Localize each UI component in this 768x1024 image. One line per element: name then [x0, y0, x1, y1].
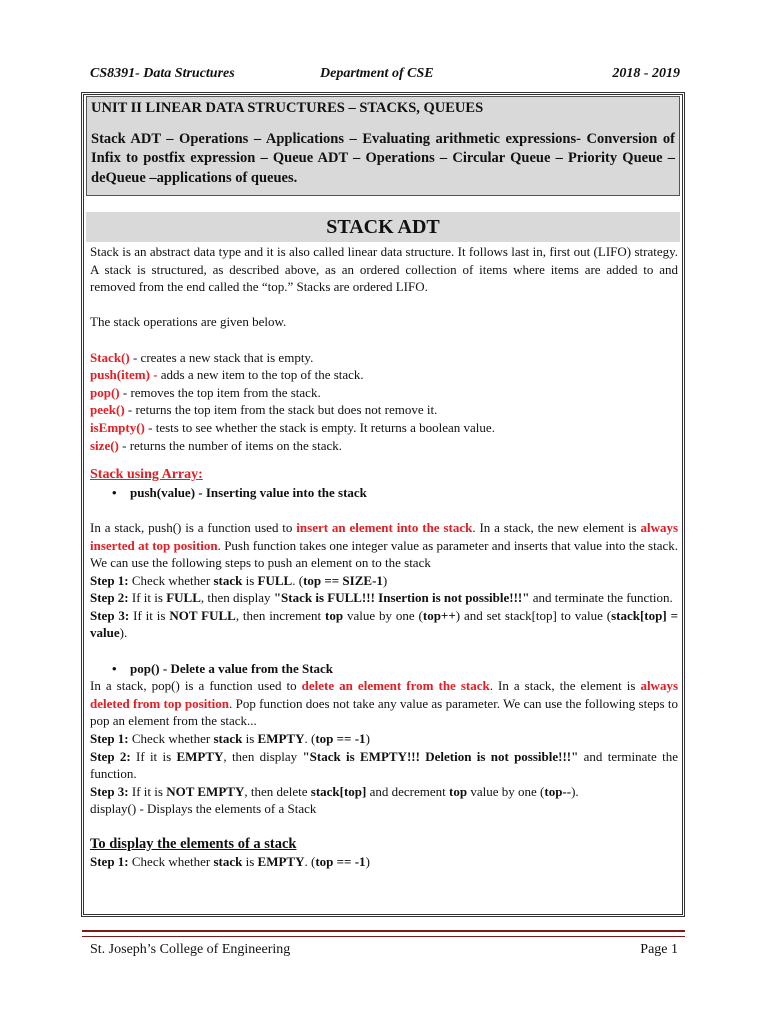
pop-bullet: • pop() - Delete a value from the Stack — [90, 660, 678, 678]
display-step-1: Step 1: Check whether stack is EMPTY. (top == -1) — [90, 854, 370, 870]
pop-step-3: Step 3: If it is NOT EMPTY, then delete stack[top] and decrement top value by one (top--). — [90, 783, 579, 799]
array-heading: Stack using Array: — [90, 467, 203, 483]
page-number: Page 1 — [640, 942, 678, 957]
operation-item: isEmpty() - tests to see whether the stack is empty. It returns a boolean value. — [90, 419, 495, 435]
operation-item: Stack() - creates a new stack that is empty. — [90, 349, 314, 365]
content — [90, 243, 678, 871]
unit-title: UNIT II LINEAR DATA STRUCTURES – STACKS, QUEUES — [91, 100, 484, 116]
display-heading: To display the elements of a stack — [90, 835, 297, 852]
pop-step-1: Step 1: Check whether stack is EMPTY. (top == -1) — [90, 731, 370, 747]
ops-heading: The stack operations are given below. — [90, 314, 287, 330]
pop-step-2: Step 2: If it is EMPTY, then display "Stack is EMPTY!!! Deletion is not possible!!!" and terminate the function. — [90, 748, 678, 782]
operation-item: pop() - removes the top item from the stack. — [90, 384, 321, 400]
operation-item: peek() - returns the top item from the stack but does not remove it. — [90, 402, 438, 418]
unit-box — [86, 96, 680, 196]
push-step-2: Step 2: If it is FULL, then display "Stack is FULL!!! Insertion is not possible!!!" and terminate the function. — [90, 590, 673, 606]
department-title: Department of CSE — [320, 66, 434, 81]
section-title: STACK ADT — [86, 212, 680, 242]
push-step-1: Step 1: Check whether stack is FULL. (top == SIZE-1) — [90, 572, 388, 588]
operation-item: push(item) - adds a new item to the top of the stack. — [90, 367, 364, 383]
page-header — [90, 66, 680, 84]
footer-college: St. Joseph’s College of Engineering — [90, 942, 291, 957]
operations-list — [90, 349, 678, 455]
academic-year: 2018 - 2019 — [612, 66, 680, 81]
operation-item: size() - returns the number of items on the stack. — [90, 437, 342, 453]
push-paragraph: In a stack, push() is a function used to insert an element into the stack. In a stack, the new element is always inserted at top position. Push function takes one integer value as parameter and inserts that value into the stack. We can use the following steps to push an element on to the stack — [90, 519, 679, 571]
pop-paragraph: In a stack, pop() is a function used to delete an element from the stack. In a stack, the element is always deleted from top position. Pop function does not take any value as parameter. We can use the following steps to pop an element from the stack... — [90, 678, 678, 729]
push-step-3: Step 3: If it is NOT FULL, then increment top value by one (top++) and set stack[top] to value (stack[top] = value). — [90, 607, 678, 641]
course-title: CS8391- Data Structures — [90, 66, 235, 81]
unit-description: Stack ADT – Operations – Applications – Evaluating arithmetic expressions- Conversion of Infix to postfix expression – Queue ADT – Operations – Circular Queue – Priority Queue – deQueue –applications of queues. — [91, 130, 675, 186]
push-bullet: • push(value) - Inserting value into the stack — [90, 484, 678, 502]
intro-paragraph: Stack is an abstract data type and it is also called linear data structure. It follows last in, first out (LIFO) strategy. A stack is structured, as described above, as an ordered collection of items where items are added to and removed from the end called the “top.” Stacks are ordered LIFO. — [90, 244, 678, 295]
footer-rule — [82, 930, 685, 937]
display-function-line: display() - Displays the elements of a Stack — [90, 801, 317, 817]
